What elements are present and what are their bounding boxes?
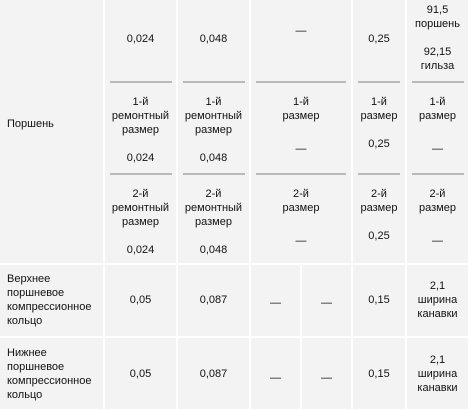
piston-r1-c5-l1: 1-й — [429, 96, 446, 108]
lower-ring-c5-l2: ширина — [417, 368, 458, 380]
piston-r1-c4-l2: размер — [360, 110, 398, 122]
piston-r1-c1-l2: ремонтный — [111, 110, 170, 122]
piston-r1-c2-val: 0,048 — [199, 152, 228, 164]
piston-r1-c1-l1: 1-й — [132, 96, 149, 108]
piston-r1-c3-l2: размер — [282, 110, 320, 122]
piston-r2-c4-l2: размер — [360, 202, 398, 214]
piston-r2-c5-val: — — [432, 235, 443, 247]
lower-ring-c3a: — — [270, 372, 281, 384]
lower-ring-c5-l3: канавки — [417, 382, 458, 394]
piston-r2-c3-l1: 2-й — [293, 188, 309, 200]
piston-r2-c2-val: 0,048 — [199, 244, 228, 256]
piston-r1-c2-l2: ремонтный — [184, 110, 243, 122]
upper-ring-c5-l3: канавки — [417, 308, 458, 320]
separator — [183, 173, 245, 175]
separator — [412, 173, 464, 175]
piston-r1-c4-l1: 1-й — [371, 96, 387, 108]
piston-nominal-c5-l4: гильза — [420, 60, 455, 72]
lower-ring-c3b: — — [321, 372, 332, 384]
piston-r2-c3-val: — — [295, 235, 307, 247]
piston-r1-c4-val: 0,25 — [368, 138, 390, 150]
separator — [256, 173, 346, 175]
piston-r2-c2-l3: размер — [195, 216, 232, 228]
piston-nominal-c4: 0,25 — [368, 33, 390, 45]
upper-ring-c5-l1: 2,1 — [429, 280, 446, 292]
piston-nominal-c5-l1: 91,5 — [426, 4, 449, 16]
piston-col5-cell — [407, 0, 468, 263]
upper-ring-label-l3: компрессионное — [7, 301, 92, 313]
piston-r2-c2-l2: ремонтный — [184, 202, 243, 214]
piston-r1-c1-l3: размер — [122, 124, 159, 136]
piston-r1-c3-val: — — [295, 143, 307, 155]
upper-ring-label-l4: кольцо — [7, 315, 43, 327]
upper-ring-label-l2: поршневое — [7, 287, 65, 299]
lower-ring-c5-l1: 2,1 — [429, 354, 446, 366]
piston-nominal-c3: — — [295, 25, 307, 37]
separator — [358, 173, 400, 175]
piston-label-cell — [0, 0, 103, 263]
piston-r2-c1-l1: 2-й — [132, 188, 149, 200]
piston-r2-c4-val: 0,25 — [368, 230, 390, 242]
row-label-piston: Поршень — [7, 118, 54, 130]
piston-r2-c1-l2: ремонтный — [111, 202, 170, 214]
piston-r2-c1-val: 0,024 — [126, 244, 155, 256]
piston-r1-c5-l2: размер — [419, 110, 456, 122]
lower-ring-c4: 0,15 — [368, 368, 390, 380]
piston-r1-c2-l3: размер — [195, 124, 232, 136]
upper-ring-c5-l2: ширина — [417, 294, 458, 306]
separator — [110, 81, 172, 83]
upper-ring-c2: 0,087 — [199, 294, 228, 306]
piston-r1-c5-val: — — [432, 143, 443, 155]
separator — [110, 173, 172, 175]
piston-nominal-c1: 0,024 — [126, 33, 155, 45]
upper-ring-c1: 0,05 — [129, 294, 152, 306]
piston-nominal-c5-l3: 92,15 — [423, 46, 452, 58]
separator — [358, 81, 400, 83]
lower-ring-c1: 0,05 — [129, 368, 152, 380]
piston-r2-c3-l2: размер — [282, 202, 320, 214]
piston-r1-c2-l1: 1-й — [205, 96, 222, 108]
lower-ring-label-l2: поршневое — [7, 361, 65, 373]
piston-col3-cell — [251, 0, 351, 263]
piston-r2-c1-l3: размер — [122, 216, 159, 228]
piston-r2-c5-l2: размер — [419, 202, 456, 214]
piston-r2-c4-l1: 2-й — [371, 188, 387, 200]
piston-r1-c3-l1: 1-й — [293, 96, 309, 108]
piston-nominal-c5-l2: поршень — [415, 18, 460, 30]
upper-ring-c4: 0,15 — [368, 294, 390, 306]
lower-ring-label-l1: Нижнее — [7, 347, 47, 359]
upper-ring-c3b: — — [321, 297, 332, 309]
lower-ring-label-l3: компрессионное — [7, 375, 92, 387]
lower-ring-label-l4: кольцо — [7, 389, 43, 401]
piston-r1-c1-val: 0,024 — [126, 152, 155, 164]
upper-ring-c3a: — — [270, 297, 281, 309]
piston-r2-c2-l1: 2-й — [205, 188, 222, 200]
lower-ring-c2: 0,087 — [199, 368, 228, 380]
separator — [256, 81, 346, 83]
upper-ring-label-l1: Верхнее — [7, 273, 51, 285]
separator — [183, 81, 245, 83]
separator — [412, 81, 464, 83]
piston-r2-c5-l1: 2-й — [429, 188, 446, 200]
piston-nominal-c2: 0,048 — [199, 33, 228, 45]
